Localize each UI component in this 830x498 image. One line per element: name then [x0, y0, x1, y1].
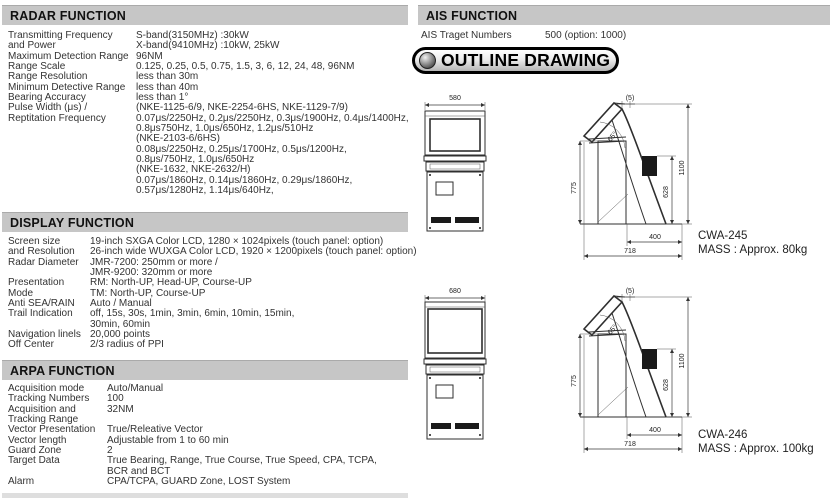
spec-label-line: Acquisition mode	[8, 383, 85, 394]
spec-label-line: Tracking Range	[8, 414, 79, 426]
spec-label	[8, 278, 90, 299]
spec-label-line: Vector length	[8, 434, 67, 446]
ais-spec-table	[421, 31, 626, 41]
section-title: AIS FUNCTION	[426, 9, 518, 23]
spec-label-line: Range Scale	[8, 61, 66, 73]
cwa245-front-view-drawing	[422, 94, 488, 232]
outline-drawing-heading	[412, 47, 619, 74]
spec-label-line: Radar Diameter	[8, 256, 79, 268]
spec-label-line: Minimum Detective Range	[8, 81, 126, 93]
spec-row	[8, 330, 417, 340]
spec-label-line: Pulse Width (μs) /	[8, 102, 88, 114]
section-header-arpa	[2, 360, 408, 380]
section-header-radar	[2, 5, 408, 25]
dim-cabinet-height: 775	[571, 182, 578, 194]
spec-row	[421, 31, 626, 41]
spec-label-line: Reptitation Frequency	[8, 112, 106, 124]
spec-value	[90, 258, 218, 279]
spec-label	[421, 31, 545, 41]
spec-label-line: Mode	[8, 287, 34, 299]
spec-label-line: Guard Zone	[8, 445, 62, 457]
spec-label	[8, 103, 136, 196]
spec-value-line: 20,000 points	[90, 329, 151, 341]
cwa246-side-view-drawing	[570, 289, 706, 459]
dim-total-height: 1100	[679, 353, 686, 369]
spec-value-line: CPA/TCPA, GUARD Zone, LOST System	[107, 476, 291, 488]
spec-row	[8, 258, 417, 279]
spec-label-line: Screen size	[8, 236, 61, 247]
dim-total-depth: 718	[624, 248, 636, 255]
section-header-display	[2, 212, 408, 232]
spec-value	[107, 456, 377, 477]
spec-row	[8, 237, 417, 258]
spec-value-line: 2/3 radius of PPI	[90, 339, 164, 351]
spec-label-line: Off Center	[8, 339, 54, 351]
spec-value	[90, 340, 164, 350]
dim-top-gap: (5)	[625, 95, 635, 102]
cwa245-side-view-drawing	[570, 96, 706, 266]
unit-model: CWA-245	[698, 230, 748, 242]
spec-label	[8, 31, 136, 52]
spec-value-line: Auto / Manual	[90, 298, 152, 310]
spec-value	[136, 103, 409, 196]
spec-row	[8, 309, 417, 330]
next-section-edge	[2, 493, 408, 498]
unit-labels	[698, 230, 807, 257]
spec-value-line: 0.08μs/2250Hz, 0.25μs/1700Hz, 0.5μs/1200Hz,	[136, 143, 347, 155]
spec-label	[8, 477, 107, 487]
spec-label-line: Target Data	[8, 455, 60, 467]
spec-row	[8, 340, 417, 350]
spec-label	[8, 237, 90, 258]
dim-base-depth: 400	[649, 427, 661, 434]
section-title: DISPLAY FUNCTION	[10, 216, 135, 230]
spec-value-line: 96NM	[136, 50, 163, 62]
spec-row	[8, 456, 377, 477]
unit-labels	[698, 429, 814, 456]
section-header-ais	[418, 5, 830, 25]
spec-value	[90, 237, 417, 258]
spec-label-line: Navigation linels	[8, 329, 81, 341]
spec-value-line: S-band(3150MHz) :30kW	[136, 30, 249, 41]
spec-value-line: 0.57μs/1280Hz, 1.14μs/640Hz,	[136, 185, 274, 197]
section-title: ARPA FUNCTION	[10, 364, 115, 378]
dim-cabinet-height: 775	[571, 375, 578, 387]
spec-label-line: Transmitting Frequency	[8, 30, 113, 41]
spec-row	[8, 31, 409, 52]
spec-row	[8, 477, 377, 487]
spec-value-line: (NKE-1125-6/9, NKE-2254-6HS, NKE-1129-7/9)	[136, 102, 348, 114]
spec-label-line: Vector Presentation	[8, 424, 96, 436]
dim-arm-height: 628	[663, 186, 670, 198]
spec-value-line: 0.8μs/750Hz, 1.0μs/650Hz	[136, 154, 255, 166]
spec-value	[107, 405, 134, 426]
spec-value-line: less than 1°	[136, 92, 189, 104]
dim-arm-height: 628	[663, 379, 670, 391]
dim-base-depth: 400	[649, 234, 661, 241]
spec-value	[545, 31, 626, 41]
sphere-bullet-icon	[419, 52, 436, 69]
spec-value-line: JMR-9200: 320mm or more	[90, 267, 213, 279]
spec-value-line: Auto/Manual	[107, 383, 164, 394]
unit-mass: MASS : Approx. 80kg	[698, 243, 808, 256]
spec-label	[8, 456, 107, 477]
spec-label-line: Range Resolution	[8, 71, 88, 83]
spec-label-line: Presentation	[8, 277, 65, 289]
spec-value-line: (NKE-2103-6/6HS)	[136, 133, 220, 145]
spec-value-line: 0.125, 0.25, 0.5, 0.75, 1.5, 3, 6, 12, 24, 48, 96NM	[136, 61, 355, 73]
spec-label-line: AIS Traget Numbers	[421, 30, 512, 41]
spec-value	[107, 477, 290, 487]
spec-value-line: JMR-7200: 250mm or more /	[90, 256, 218, 268]
spec-label	[8, 258, 90, 279]
cwa246-front-view-drawing	[422, 287, 488, 441]
dim-front-width: 680	[449, 288, 461, 295]
outline-unit-cwa246	[412, 281, 830, 486]
spec-value-line: True/Releative Vector	[107, 424, 203, 436]
spec-value-line: 0.8μs750Hz, 1.0μs/650Hz, 1.2μs/510Hz	[136, 123, 314, 135]
spec-value-line: 500 (option: 1000)	[545, 30, 627, 41]
spec-value-line: Adjustable from 1 to 60 min	[107, 434, 229, 446]
spec-label-line: Trail Indication	[8, 308, 73, 320]
spec-value	[90, 309, 294, 330]
spec-value-line: less than 40m	[136, 81, 199, 93]
display-spec-table	[8, 237, 417, 351]
spec-value-line: 32NM	[107, 403, 134, 415]
spec-label-line: Alarm	[8, 476, 35, 488]
dim-tilt-angle: 65°	[606, 130, 619, 144]
arpa-spec-table	[8, 384, 377, 487]
spec-value-line: 19-inch SXGA Color LCD, 1280 × 1024pixels (touch panel: option)	[90, 236, 384, 247]
unit-model: CWA-246	[698, 429, 748, 441]
spec-value-line: TM: North-UP, Course-UP	[90, 287, 206, 299]
spec-row	[8, 278, 417, 299]
spec-value-line: 0.07μs/1860Hz, 0.14μs/1860Hz, 0.29μs/1860Hz,	[136, 174, 353, 186]
spec-value	[136, 31, 279, 52]
dim-top-gap: (5)	[625, 288, 635, 295]
spec-value	[107, 436, 229, 446]
spec-label-line: Bearing Accuracy	[8, 92, 86, 104]
spec-label	[8, 309, 90, 330]
spec-value-line: True Bearing, Range, True Course, True Speed, CPA, TCPA,	[107, 455, 377, 467]
outline-drawing-label: OUTLINE DRAWING	[441, 50, 611, 70]
dim-total-depth: 718	[624, 441, 636, 448]
spec-label-line: Anti SEA/RAIN	[8, 298, 75, 310]
spec-value-line: 2	[107, 445, 113, 457]
dim-total-height: 1100	[679, 160, 686, 176]
spec-value	[90, 278, 252, 299]
spec-value-line: RM: North-UP, Head-UP, Course-UP	[90, 277, 252, 289]
section-title: RADAR FUNCTION	[10, 9, 126, 23]
spec-label-line: and Power	[8, 40, 56, 52]
spec-value-line: less than 30m	[136, 71, 199, 83]
spec-label	[8, 405, 107, 426]
radar-spec-table	[8, 31, 409, 197]
spec-row	[8, 103, 409, 196]
spec-value-line: 100	[107, 393, 124, 405]
spec-value-line: 0.07μs/2250Hz, 0.2μs/2250Hz, 0.3μs/1900Hz, 0.4μs/1400Hz,	[136, 112, 409, 124]
spec-label-line: Acquisition and	[8, 403, 76, 415]
unit-mass: MASS : Approx. 100kg	[698, 442, 814, 455]
spec-value-line: BCR and BCT	[107, 465, 171, 477]
outline-unit-cwa245	[412, 88, 830, 283]
spec-label-line: Tracking Numbers	[8, 393, 90, 405]
spec-value-line: 26-inch wide WUXGA Color LCD, 1920 × 1200pixels (touch panel: option)	[90, 246, 417, 258]
spec-value-line: 30min, 60min	[90, 318, 151, 330]
spec-label	[8, 340, 90, 350]
spec-value-line: off, 15s, 30s, 1min, 3min, 6min, 10min, 15min,	[90, 308, 295, 320]
spec-label-line: Maximum Detection Range	[8, 50, 129, 62]
spec-row	[8, 436, 377, 446]
spec-label-line: and Resolution	[8, 246, 75, 258]
dim-front-width: 580	[449, 95, 461, 102]
dim-tilt-angle: 65°	[606, 323, 619, 337]
spec-row	[8, 405, 377, 426]
spec-value-line: X-band(9410MHz) :10kW, 25kW	[136, 40, 280, 52]
spec-value-line: (NKE-1632, NKE-2632/H)	[136, 164, 251, 176]
